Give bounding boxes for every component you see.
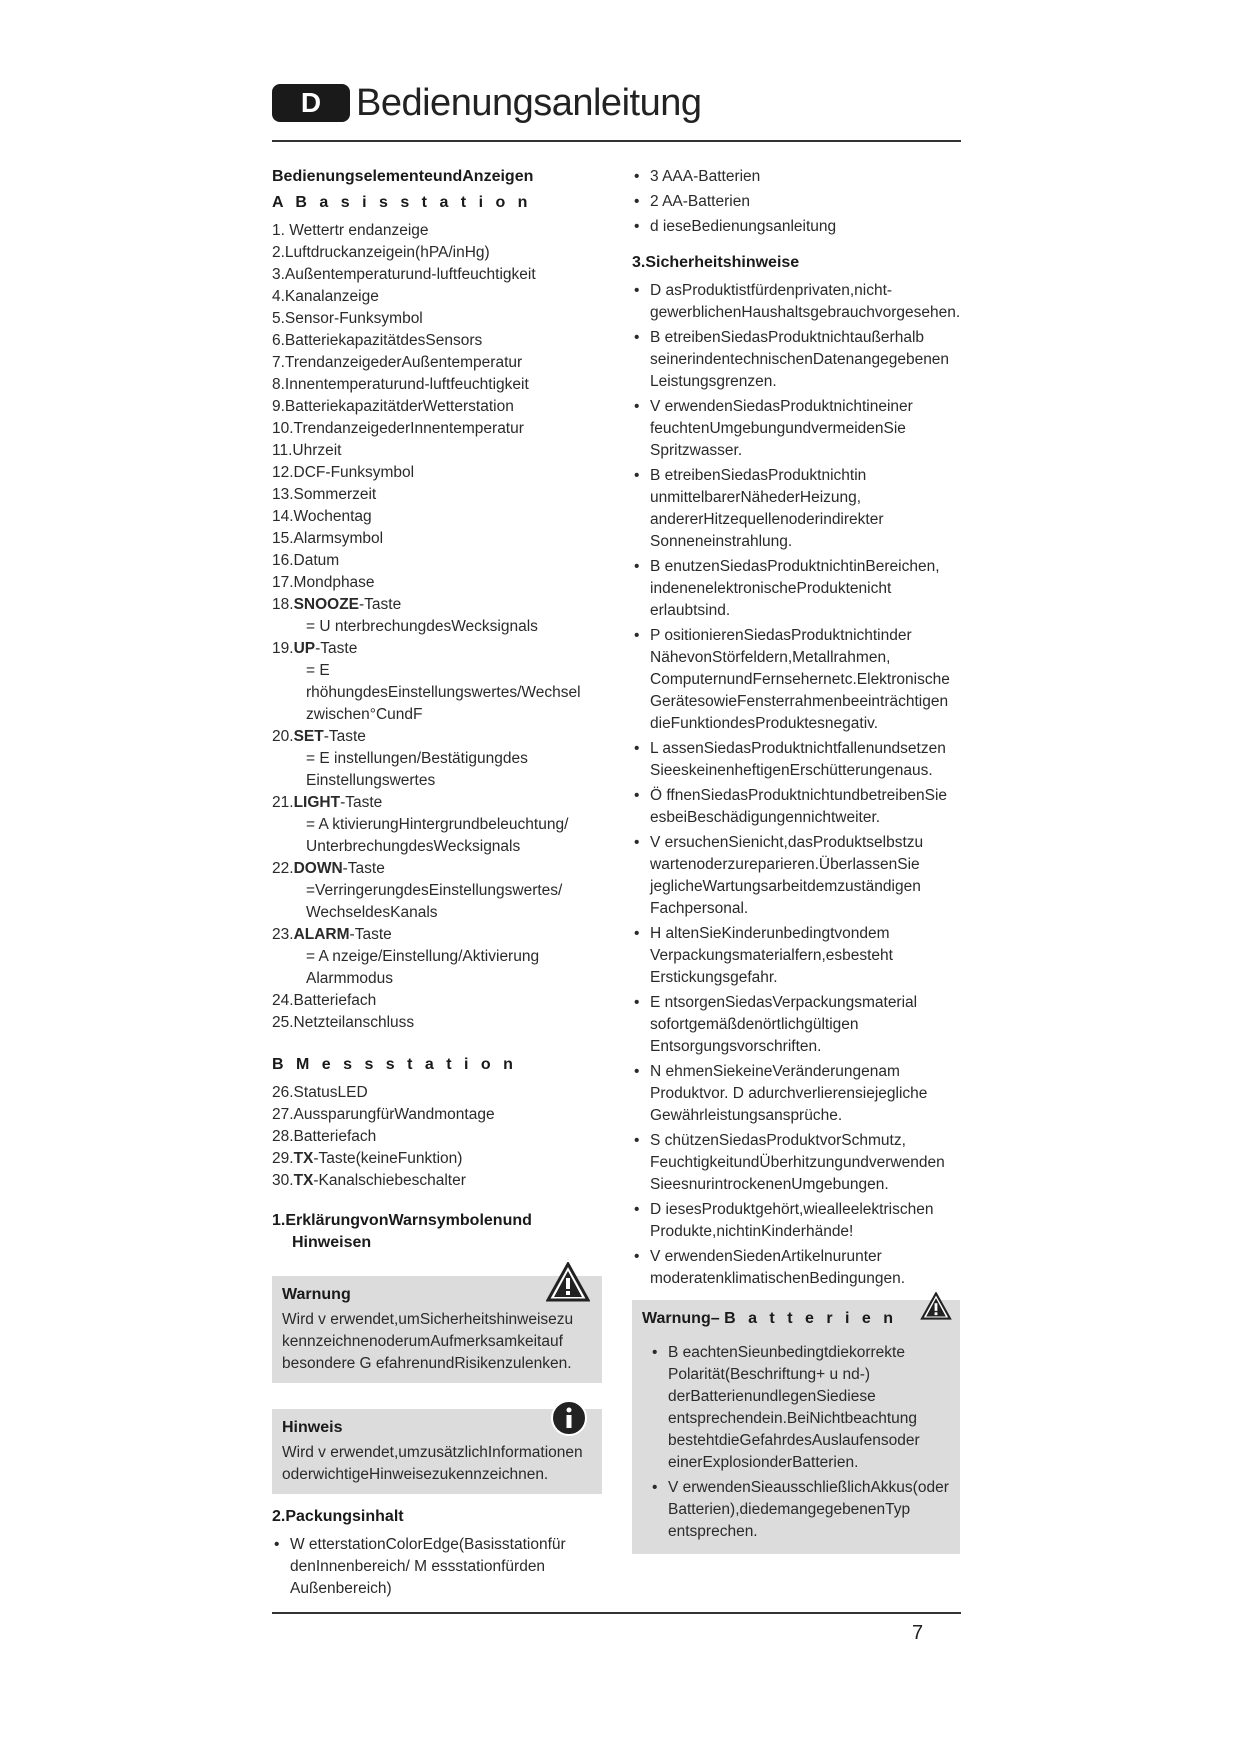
tx-list xyxy=(272,1148,602,1192)
package-list-start xyxy=(272,1534,602,1600)
key-name: TX xyxy=(293,1172,314,1189)
bottom-rule xyxy=(272,1612,961,1614)
list-item: 25.Netzteilanschluss xyxy=(272,1014,415,1031)
list-item xyxy=(632,1199,960,1243)
key-name: SNOOZE xyxy=(293,596,360,613)
list-item-line: Verpackungsmaterialfern,esbesteht xyxy=(650,947,893,964)
list-item-line: Produktvor. D adurchverlierensiejegliche xyxy=(650,1085,928,1102)
key-number: 19. xyxy=(272,640,294,657)
list-item: 11.Uhrzeit xyxy=(272,442,342,459)
list-item-line: unmittelbarerNähederHeizung, xyxy=(650,489,862,506)
key-item xyxy=(272,1170,602,1192)
list-item-line: Spritzwasser. xyxy=(650,442,743,459)
list-item: 8.Innentemperaturund-luftfeuchtigkeit xyxy=(272,376,529,393)
list-item xyxy=(632,992,960,1058)
key-number: 29. xyxy=(272,1150,294,1167)
list-item-line: SieeskeinenheftigenErschütterungenaus. xyxy=(650,762,933,779)
key-item xyxy=(272,924,602,946)
list-item xyxy=(632,1061,960,1127)
list-item xyxy=(632,216,960,238)
key-name: SET xyxy=(293,728,324,745)
list-item: 10.TrendanzeigederInnentemperatur xyxy=(272,420,524,437)
key-name: TX xyxy=(293,1150,314,1167)
battery-list xyxy=(642,1342,950,1543)
list-item-line: • N ehmenSiekeineVeränderungenam xyxy=(650,1063,900,1080)
list-item xyxy=(272,1534,602,1600)
key-number: 23. xyxy=(272,926,294,943)
list-item-line: • L assenSiedasProduktnichtfallenundsetzen xyxy=(650,740,946,757)
list-item xyxy=(632,1130,960,1196)
list-item-line: FeuchtigkeitundÜberhitzungundverwenden xyxy=(650,1154,945,1171)
list-item: 17.Mondphase xyxy=(272,574,375,591)
key-number: 20. xyxy=(272,728,294,745)
list-item-line: Fachpersonal. xyxy=(650,900,749,917)
list-item-line: gewerblichenHaushaltsgebrauchvorgesehen. xyxy=(650,304,961,321)
page-title: Bedienungsanleitung xyxy=(356,81,702,124)
list-item-line: ComputernundFernsehernetc.Elektronische xyxy=(650,671,950,688)
list-item xyxy=(632,465,960,553)
list-item-line: • H altenSieKinderunbedingtvondem xyxy=(650,925,890,942)
list-item: 27.AussparungfürWandmontage xyxy=(272,1106,495,1123)
key-description: zwischen°CundF xyxy=(306,706,423,723)
sensor-heading: B M e s s s t a t i o n xyxy=(272,1056,517,1073)
list-item xyxy=(632,738,960,782)
key-description: UnterbrechungdesWecksignals xyxy=(306,838,521,855)
info-line: Wird v erwendet,umzusätzlichInformationen xyxy=(282,1444,583,1461)
key-name: ALARM xyxy=(293,926,350,943)
section3-heading: 3.Sicherheitshinweise xyxy=(632,254,800,271)
key-description: = E rhöhungdesEinstellungswertes/Wechsel xyxy=(306,662,581,701)
base-station-heading: A B a s i s s t a t i o n xyxy=(272,194,532,211)
list-item-line: • S chützenSiedasProduktvorSchmutz, xyxy=(650,1132,906,1149)
key-suffix: -Taste xyxy=(323,728,366,745)
list-item-line: NähevonStörfeldern,Metallrahmen, xyxy=(650,649,891,666)
list-item xyxy=(632,556,960,622)
list-item: 1. Wettertr endanzeige xyxy=(272,222,429,239)
warning-line: besondere G efahrenundRisikenzulenken. xyxy=(282,1355,572,1372)
info-text xyxy=(282,1442,592,1486)
list-item-line: • V erwendenSieausschließlichAkkus(oder xyxy=(668,1479,949,1496)
list-item-line: • W etterstationColorEdge(Basisstationfür xyxy=(290,1536,566,1553)
list-item-line: GerätesowieFensterrahmenbeeinträchtigen xyxy=(650,693,949,710)
section1-heading-cont: Hinweisen xyxy=(292,1234,372,1251)
key-name: UP xyxy=(293,640,316,657)
list-item xyxy=(632,1246,960,1290)
list-item-line: Leistungsgrenzen. xyxy=(650,373,777,390)
list-item-line: dieFunktiondesProduktesnegativ. xyxy=(650,715,879,732)
list-item: 12.DCF-Funksymbol xyxy=(272,464,415,481)
list-item xyxy=(632,832,960,920)
list-item-line: • P ositionierenSiedasProduktnichtinder xyxy=(650,627,912,644)
warning-box xyxy=(272,1276,602,1383)
key-item xyxy=(272,594,602,616)
list-item-line: Batterien),diedemangegebenenTyp xyxy=(668,1501,911,1518)
base-station-list-end xyxy=(272,990,602,1034)
list-item-line: entsprechen. xyxy=(668,1523,758,1540)
list-item-line: • D asProduktistfürdenprivaten,nicht- xyxy=(650,282,893,299)
list-item-line: wartenoderzureparieren.ÜberlassenSie xyxy=(650,856,920,873)
page-header xyxy=(272,80,701,126)
info-circle-icon xyxy=(550,1399,588,1437)
list-item-line: andererHitzequellenoderindirekter xyxy=(650,511,884,528)
list-item xyxy=(632,923,960,989)
warning-line: Wird v erwendet,umSicherheitshinweisezu xyxy=(282,1311,574,1328)
list-item: 7.TrendanzeigederAußentemperatur xyxy=(272,354,523,371)
key-item xyxy=(272,792,602,814)
list-item: 4.Kanalanzeige xyxy=(272,288,379,305)
list-item-line: • Ö ffnenSiedasProduktnichtundbetreibenSie xyxy=(650,787,948,804)
list-item-line: jeglicheWartungsarbeitdemzuständigen xyxy=(650,878,921,895)
key-suffix: -Taste xyxy=(315,640,358,657)
list-item: 26.StatusLED xyxy=(272,1084,368,1101)
list-item xyxy=(632,191,960,213)
list-item-line: • V erwendenSiedasProduktnichtineiner xyxy=(650,398,913,415)
key-number: 30. xyxy=(272,1172,294,1189)
list-item: 6.BatteriekapazitätdesSensors xyxy=(272,332,483,349)
key-description: =VerringerungdesEinstellungswertes/ xyxy=(306,882,563,899)
list-item-line: • D iesesProduktgehört,wiealleelektrischen xyxy=(650,1201,934,1218)
list-item-line: feuchtenUmgebungundvermeidenSie xyxy=(650,420,906,437)
list-item-line: • 3 AAA-Batterien xyxy=(650,168,761,185)
right-column xyxy=(632,166,960,1554)
key-item xyxy=(272,638,602,660)
list-item-line: Gewährleistungsansprüche. xyxy=(650,1107,843,1124)
warning-triangle-icon xyxy=(546,1262,590,1302)
list-item xyxy=(632,327,960,393)
list-item: 3.Außentemperaturund-luftfeuchtigkeit xyxy=(272,266,536,283)
list-item-line: sofortgemäßdenörtlichgültigen xyxy=(650,1016,859,1033)
key-list xyxy=(272,594,602,990)
key-suffix: -Taste xyxy=(359,596,402,613)
list-item-line: seinerindentechnischenDatenangegebenen xyxy=(650,351,950,368)
key-description: Alarmmodus xyxy=(306,970,393,987)
list-item xyxy=(632,280,960,324)
left-column xyxy=(272,166,602,1603)
warning-text xyxy=(282,1309,592,1375)
list-item: 5.Sensor-Funksymbol xyxy=(272,310,423,327)
key-name: LIGHT xyxy=(293,794,341,811)
list-item-line: Sonneneinstrahlung. xyxy=(650,533,793,550)
list-item-line: Entsorgungsvorschriften. xyxy=(650,1038,822,1055)
info-title: Hinweis xyxy=(282,1419,343,1436)
package-list-cont xyxy=(632,166,960,238)
list-item-line: erlaubtsind. xyxy=(650,602,731,619)
key-number: 21. xyxy=(272,794,294,811)
list-item-line: Erstickungsgefahr. xyxy=(650,969,778,986)
controls-heading: BedienungselementeundAnzeigen xyxy=(272,168,534,185)
list-item-line: Außenbereich) xyxy=(290,1580,392,1597)
sensor-list xyxy=(272,1082,602,1148)
key-suffix: -Taste xyxy=(349,926,392,943)
key-description: = A ktivierungHintergrundbeleuchtung/ xyxy=(306,816,569,833)
warning-line: kennzeichnenoderumAufmerksamkeitauf xyxy=(282,1333,563,1350)
list-item-line: • 2 AA-Batterien xyxy=(650,193,750,210)
list-item xyxy=(632,785,960,829)
key-description: = E instellungen/Bestätigungdes xyxy=(306,750,528,767)
info-box xyxy=(272,1409,602,1494)
key-description: = U nterbrechungdesWecksignals xyxy=(306,618,538,635)
list-item: 9.BatteriekapazitätderWetterstation xyxy=(272,398,514,415)
list-item-line: Produkte,nichtinKinderhände! xyxy=(650,1223,854,1240)
list-item: 14.Wochentag xyxy=(272,508,372,525)
key-description: Einstellungswertes xyxy=(306,772,436,789)
list-item: 24.Batteriefach xyxy=(272,992,377,1009)
list-item-line: • B etreibenSiedasProduktnichtaußerhalb xyxy=(650,329,925,346)
key-name: DOWN xyxy=(293,860,343,877)
list-item-line: derBatterienundlegenSiediese xyxy=(668,1388,876,1405)
battery-warning-title-a: Warnung– xyxy=(642,1310,725,1327)
key-number: 18. xyxy=(272,596,294,613)
section1-heading: 1.ErklärungvonWarnsymbolenund xyxy=(272,1212,532,1229)
key-item xyxy=(272,858,602,880)
list-item: 28.Batteriefach xyxy=(272,1128,377,1145)
page-number: 7 xyxy=(912,1622,924,1644)
list-item xyxy=(650,1342,950,1474)
warning-triangle-icon xyxy=(920,1292,952,1320)
list-item-line: • V ersuchenSienicht,dasProduktselbstzu xyxy=(650,834,924,851)
list-item xyxy=(632,625,960,735)
top-rule xyxy=(272,140,961,142)
key-item xyxy=(272,726,602,748)
list-item: 13.Sommerzeit xyxy=(272,486,377,503)
list-item-line: moderatenklimatischenBedingungen. xyxy=(650,1270,906,1287)
warning-title: Warnung xyxy=(282,1286,351,1303)
list-item-line: • B enutzenSiedasProduktnichtinBereichen, xyxy=(650,558,940,575)
info-line: oderwichtigeHinweisezukennzeichnen. xyxy=(282,1466,549,1483)
list-item-line: esbeiBeschädigungennichtweiter. xyxy=(650,809,881,826)
list-item-line: Polarität(Beschriftung+ u nd-) xyxy=(668,1366,871,1383)
key-number: 22. xyxy=(272,860,294,877)
section2-heading: 2.Packungsinhalt xyxy=(272,1508,404,1525)
language-badge: D xyxy=(272,84,350,122)
battery-warning-title xyxy=(642,1308,950,1330)
list-item: 2.Luftdruckanzeigein(hPA/inHg) xyxy=(272,244,490,261)
list-item-line: denInnenbereich/ M essstationfürden xyxy=(290,1558,546,1575)
list-item-line: • B eachtenSieunbedingtdiekorrekte xyxy=(668,1344,905,1361)
key-suffix: -Taste(keineFunktion) xyxy=(313,1150,463,1167)
key-description: = A nzeige/Einstellung/Aktivierung xyxy=(306,948,540,965)
key-item xyxy=(272,1148,602,1170)
list-item: 16.Datum xyxy=(272,552,340,569)
key-suffix: -Taste xyxy=(340,794,383,811)
battery-warning-box xyxy=(632,1300,960,1554)
list-item-line: indenenelektronischeProduktenicht xyxy=(650,580,892,597)
list-item xyxy=(632,396,960,462)
list-item: 15.Alarmsymbol xyxy=(272,530,384,547)
key-description: WechseldesKanals xyxy=(306,904,438,921)
list-item-line: • d ieseBedienungsanleitung xyxy=(650,218,837,235)
list-item-line: entsprechendein.BeiNichtbeachtung xyxy=(668,1410,918,1427)
list-item-line: • E ntsorgenSiedasVerpackungsmaterial xyxy=(650,994,918,1011)
base-station-list xyxy=(272,220,602,594)
list-item-line: einerExplosionderBatterien. xyxy=(668,1454,859,1471)
list-item xyxy=(650,1477,950,1543)
list-item xyxy=(632,166,960,188)
list-item-line: SieesnurintrockenenUmgebungen. xyxy=(650,1176,889,1193)
battery-warning-title-b: B a t t e r i e n xyxy=(724,1310,897,1327)
key-suffix: -Kanalschiebeschalter xyxy=(313,1172,466,1189)
list-item-line: bestehtdieGefahrdesAuslaufensoder xyxy=(668,1432,920,1449)
list-item-line: • B etreibenSiedasProduktnichtin xyxy=(650,467,867,484)
safety-list xyxy=(632,280,960,1290)
list-item-line: • V erwendenSiedenArtikelnurunter xyxy=(650,1248,882,1265)
key-suffix: -Taste xyxy=(342,860,385,877)
